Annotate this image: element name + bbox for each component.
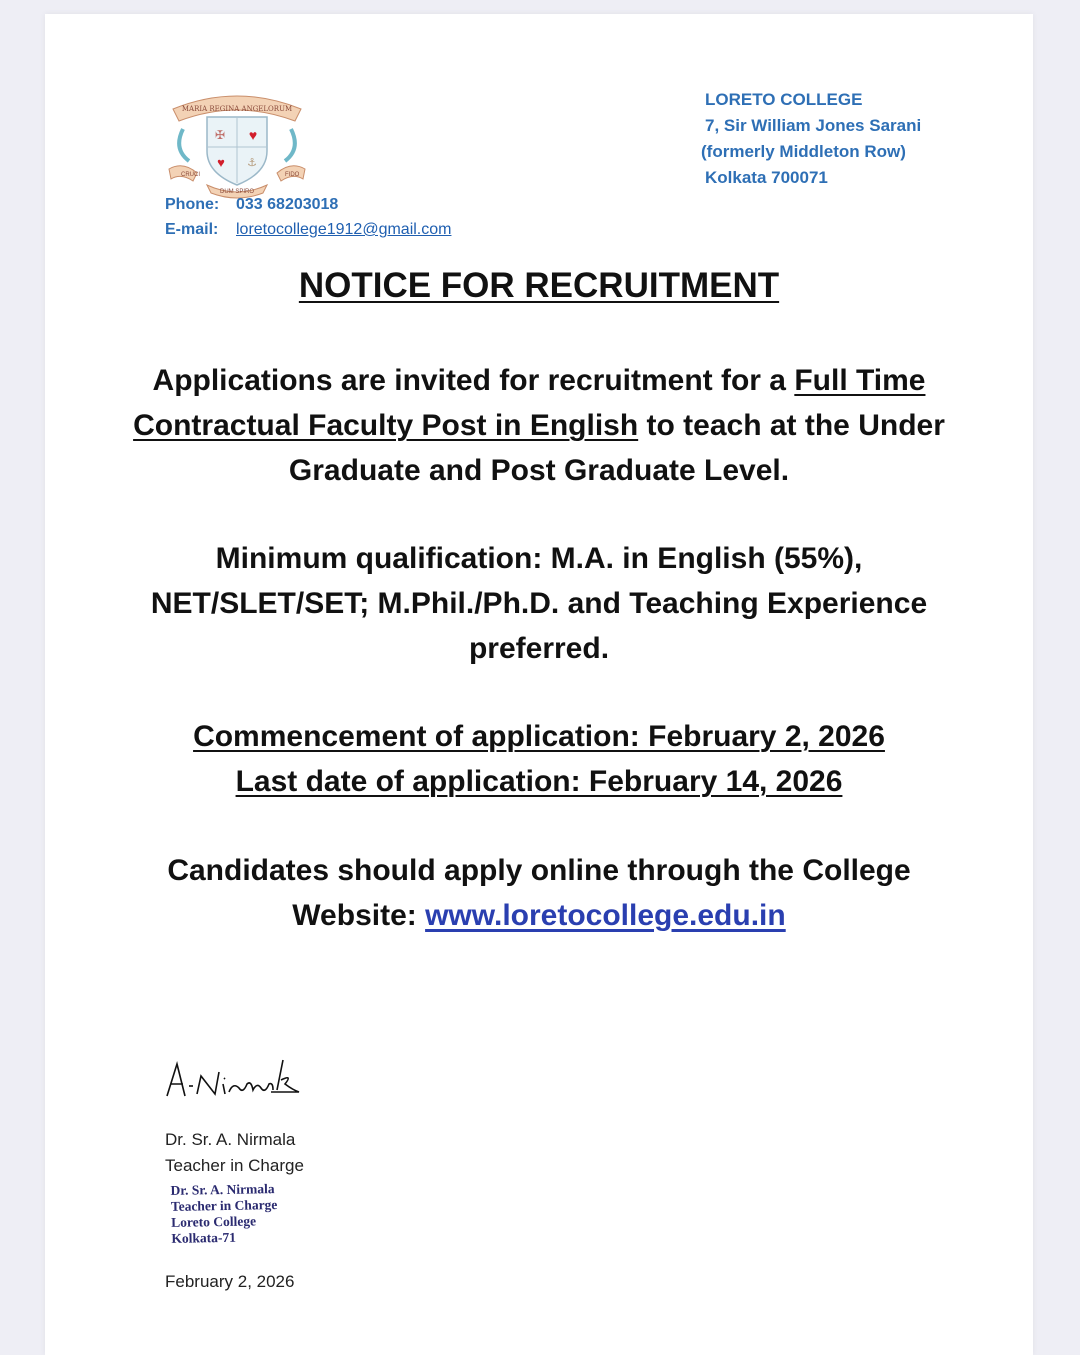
apply-paragraph: Candidates should apply online through the College Website: www.loretocollege.edu.in — [167, 854, 911, 932]
svg-text:♥: ♥ — [217, 155, 225, 170]
svg-text:MARIA REGINA ANGELORUM: MARIA REGINA ANGELORUM — [181, 105, 293, 113]
address-former-name: (formerly Middleton Row) — [701, 142, 906, 161]
signatory-block — [165, 1127, 304, 1179]
svg-text:CRUCI: CRUCI — [181, 172, 200, 178]
phone-value: 033 68203018 — [236, 196, 339, 213]
notice-title: NOTICE FOR RECRUITMENT — [298, 266, 780, 305]
signature-handwriting — [163, 1054, 303, 1104]
intro-paragraph: Applications are invited for recruitment for a Full Time Contractual Faculty Post in English to teach at the Under Graduate and Post Graduate Level. — [133, 364, 945, 487]
address-city: Kolkata 700071 — [705, 168, 828, 187]
svg-text:FIDO: FIDO — [285, 172, 300, 178]
commencement-date: Commencement of application: February 2, 2026 — [193, 720, 885, 753]
notice-date: February 2, 2026 — [165, 1272, 295, 1291]
qualification-paragraph: Minimum qualification: M.A. in English (55%), NET/SLET/SET; M.Phil./Ph.D. and Teaching Experience preferred. — [150, 542, 928, 665]
college-address — [701, 87, 922, 191]
email-line — [165, 217, 451, 242]
post-name: Full Time Contractual Faculty Post in English — [133, 364, 926, 442]
signatory-name: Dr. Sr. A. Nirmala — [165, 1130, 296, 1149]
dates-block — [105, 714, 973, 804]
svg-text:⚓: ⚓ — [247, 157, 257, 169]
signatory-role: Teacher in Charge — [165, 1156, 304, 1175]
svg-text:♥: ♥ — [248, 127, 258, 143]
official-stamp: Dr. Sr. A. Nirmala Teacher in Charge Loreto College Kolkata-71 — [170, 1181, 278, 1246]
svg-text:✠: ✠ — [214, 128, 226, 142]
svg-text:DUM SPIRO: DUM SPIRO — [219, 189, 255, 195]
notice-page — [45, 14, 1033, 1355]
last-date: Last date of application: February 14, 2026 — [235, 765, 843, 798]
address-street: 7, Sir William Jones Sarani — [705, 116, 922, 135]
website-link[interactable]: www.loretocollege.edu.in — [425, 899, 786, 932]
phone-label: Phone: — [165, 196, 220, 213]
phone-line — [165, 192, 451, 217]
email-link[interactable]: loretocollege1912@gmail.com — [236, 221, 452, 238]
email-label: E-mail: — [165, 221, 219, 238]
contact-block — [165, 192, 451, 242]
college-crest-icon — [163, 89, 311, 199]
college-name: LORETO COLLEGE — [705, 90, 863, 109]
